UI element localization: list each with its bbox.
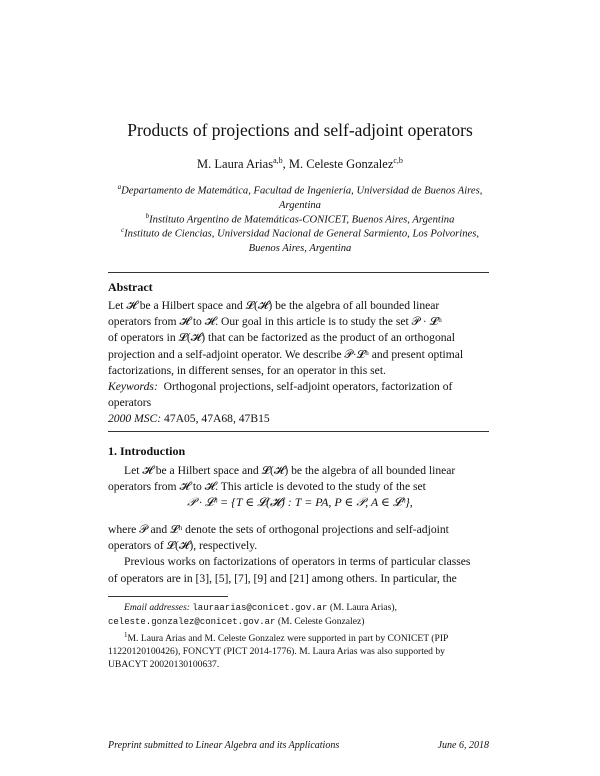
author-1-affil: a,b bbox=[273, 156, 283, 165]
paper-title: Products of projections and self-adjoint operators bbox=[127, 120, 473, 140]
author-1: M. Laura Arias bbox=[197, 157, 274, 172]
footer-journal: Preprint submitted to Linear Algebra and its Applications bbox=[108, 740, 340, 751]
affiliation-mark: a bbox=[117, 183, 122, 191]
keywords-line bbox=[108, 379, 489, 395]
abstract-heading: Abstract bbox=[108, 280, 153, 294]
email-line-2 bbox=[108, 615, 489, 629]
msc-codes: 47A05, 47A68, 47B15 bbox=[164, 412, 270, 426]
email-link-arias[interactable]: lauraarias@conicet.gov.ar bbox=[192, 603, 328, 613]
footer-date: June 6, 2018 bbox=[437, 740, 489, 751]
msc-line bbox=[108, 411, 489, 427]
abstract-line: factorizations, in different senses, for an operator in this set. bbox=[108, 363, 386, 377]
affiliation-cont: Buenos Aires, Argentina bbox=[248, 243, 352, 255]
equation-set-definition: 𝒫 · 𝓛ʰ = {T ∈ 𝓛(𝓗) : T = PA, P ∈ 𝒫, A ∈ 𝓛ʰ}, bbox=[187, 495, 413, 509]
footnote-line: 11220120100426), FONCYT (PICT 2014-1776). M. Laura Arias was also supported by bbox=[108, 646, 445, 658]
affiliation-text: Instituto de Ciencias, Universidad Nacional de General Sarmiento, Los Polvorines, bbox=[124, 228, 479, 240]
funding-footnote bbox=[108, 629, 489, 645]
intro-line: Let 𝓗 be a Hilbert space and 𝓛(𝓗) be the algebra of all bounded linear bbox=[124, 464, 456, 477]
abstract-line: Let 𝓗 be a Hilbert space and 𝓛(𝓗) be the algebra of all bounded linear bbox=[108, 299, 440, 312]
intro-line: Previous works on factorizations of operators in terms of particular classes bbox=[124, 555, 471, 569]
abstract-bottom-rule bbox=[108, 431, 489, 432]
email-owner: (M. Celeste Gonzalez) bbox=[277, 616, 365, 627]
affiliation-text: Instituto Argentino de Matemáticas-CONICET, Buenos Aires, Argentina bbox=[149, 214, 455, 226]
abstract-top-rule bbox=[108, 272, 489, 273]
abstract-line: operators from 𝓗 to 𝓗. Our goal in this article is to study the set 𝒫 · 𝓛ʰ bbox=[108, 315, 442, 329]
intro-line: operators from 𝓗 to 𝓗. This article is devoted to the study of the set bbox=[108, 480, 426, 494]
footnote-line: M. Laura Arias and M. Celeste Gonzalez were supported in part by CONICET (PIP bbox=[127, 633, 449, 645]
footnote-mark: 1 bbox=[124, 631, 128, 639]
intro-line: of operators are in [3], [5], [7], [9] and [21] among others. In particular, the bbox=[108, 571, 457, 585]
footnotes bbox=[108, 601, 489, 671]
author-2-affil: c,b bbox=[393, 156, 403, 165]
affiliation-c bbox=[110, 223, 490, 257]
intro-line: operators of 𝓛(𝓗), respectively. bbox=[108, 539, 258, 553]
affiliation-mark: b bbox=[145, 212, 150, 220]
keywords: Orthogonal projections, self-adjoint operators, factorization of bbox=[163, 380, 453, 394]
msc-label: 2000 MSC: bbox=[108, 412, 162, 426]
author-separator: , bbox=[282, 157, 289, 172]
keywords-label: Keywords: bbox=[108, 380, 158, 394]
author-list bbox=[0, 156, 600, 172]
abstract-line: projection and a self-adjoint operator. We describe 𝒫·𝓛ʰ and present optimal bbox=[108, 347, 464, 361]
affiliation-text: Departamento de Matemática, Facultad de Ingeniería, Universidad de Buenos Aires, bbox=[121, 185, 483, 197]
email-line bbox=[108, 601, 489, 615]
intro-paragraph-1 bbox=[108, 463, 489, 495]
abstract-line: of operators in 𝓛(𝓗) that can be factorized as the product of an orthogonal bbox=[108, 331, 455, 345]
keywords-cont: operators bbox=[108, 396, 152, 410]
affiliation-cont: Argentina bbox=[279, 200, 321, 212]
abstract-body bbox=[108, 298, 489, 428]
intro-paragraph-2 bbox=[108, 522, 489, 587]
email-owner: (M. Laura Arias), bbox=[329, 602, 397, 613]
section-heading-introduction: 1. Introduction bbox=[108, 444, 186, 458]
footnote-line: UBACYT 20020130100637. bbox=[108, 659, 220, 671]
author-2: M. Celeste Gonzalez bbox=[288, 157, 394, 172]
email-label: Email addresses: bbox=[124, 602, 190, 613]
footnote-rule bbox=[108, 596, 228, 597]
email-link-gonzalez[interactable]: celeste.gonzalez@conicet.gov.ar bbox=[108, 617, 276, 627]
affiliation-mark: c bbox=[121, 226, 125, 234]
intro-line: where 𝒫 and 𝓛ʰ denote the sets of orthogonal projections and self-adjoint bbox=[108, 523, 449, 536]
